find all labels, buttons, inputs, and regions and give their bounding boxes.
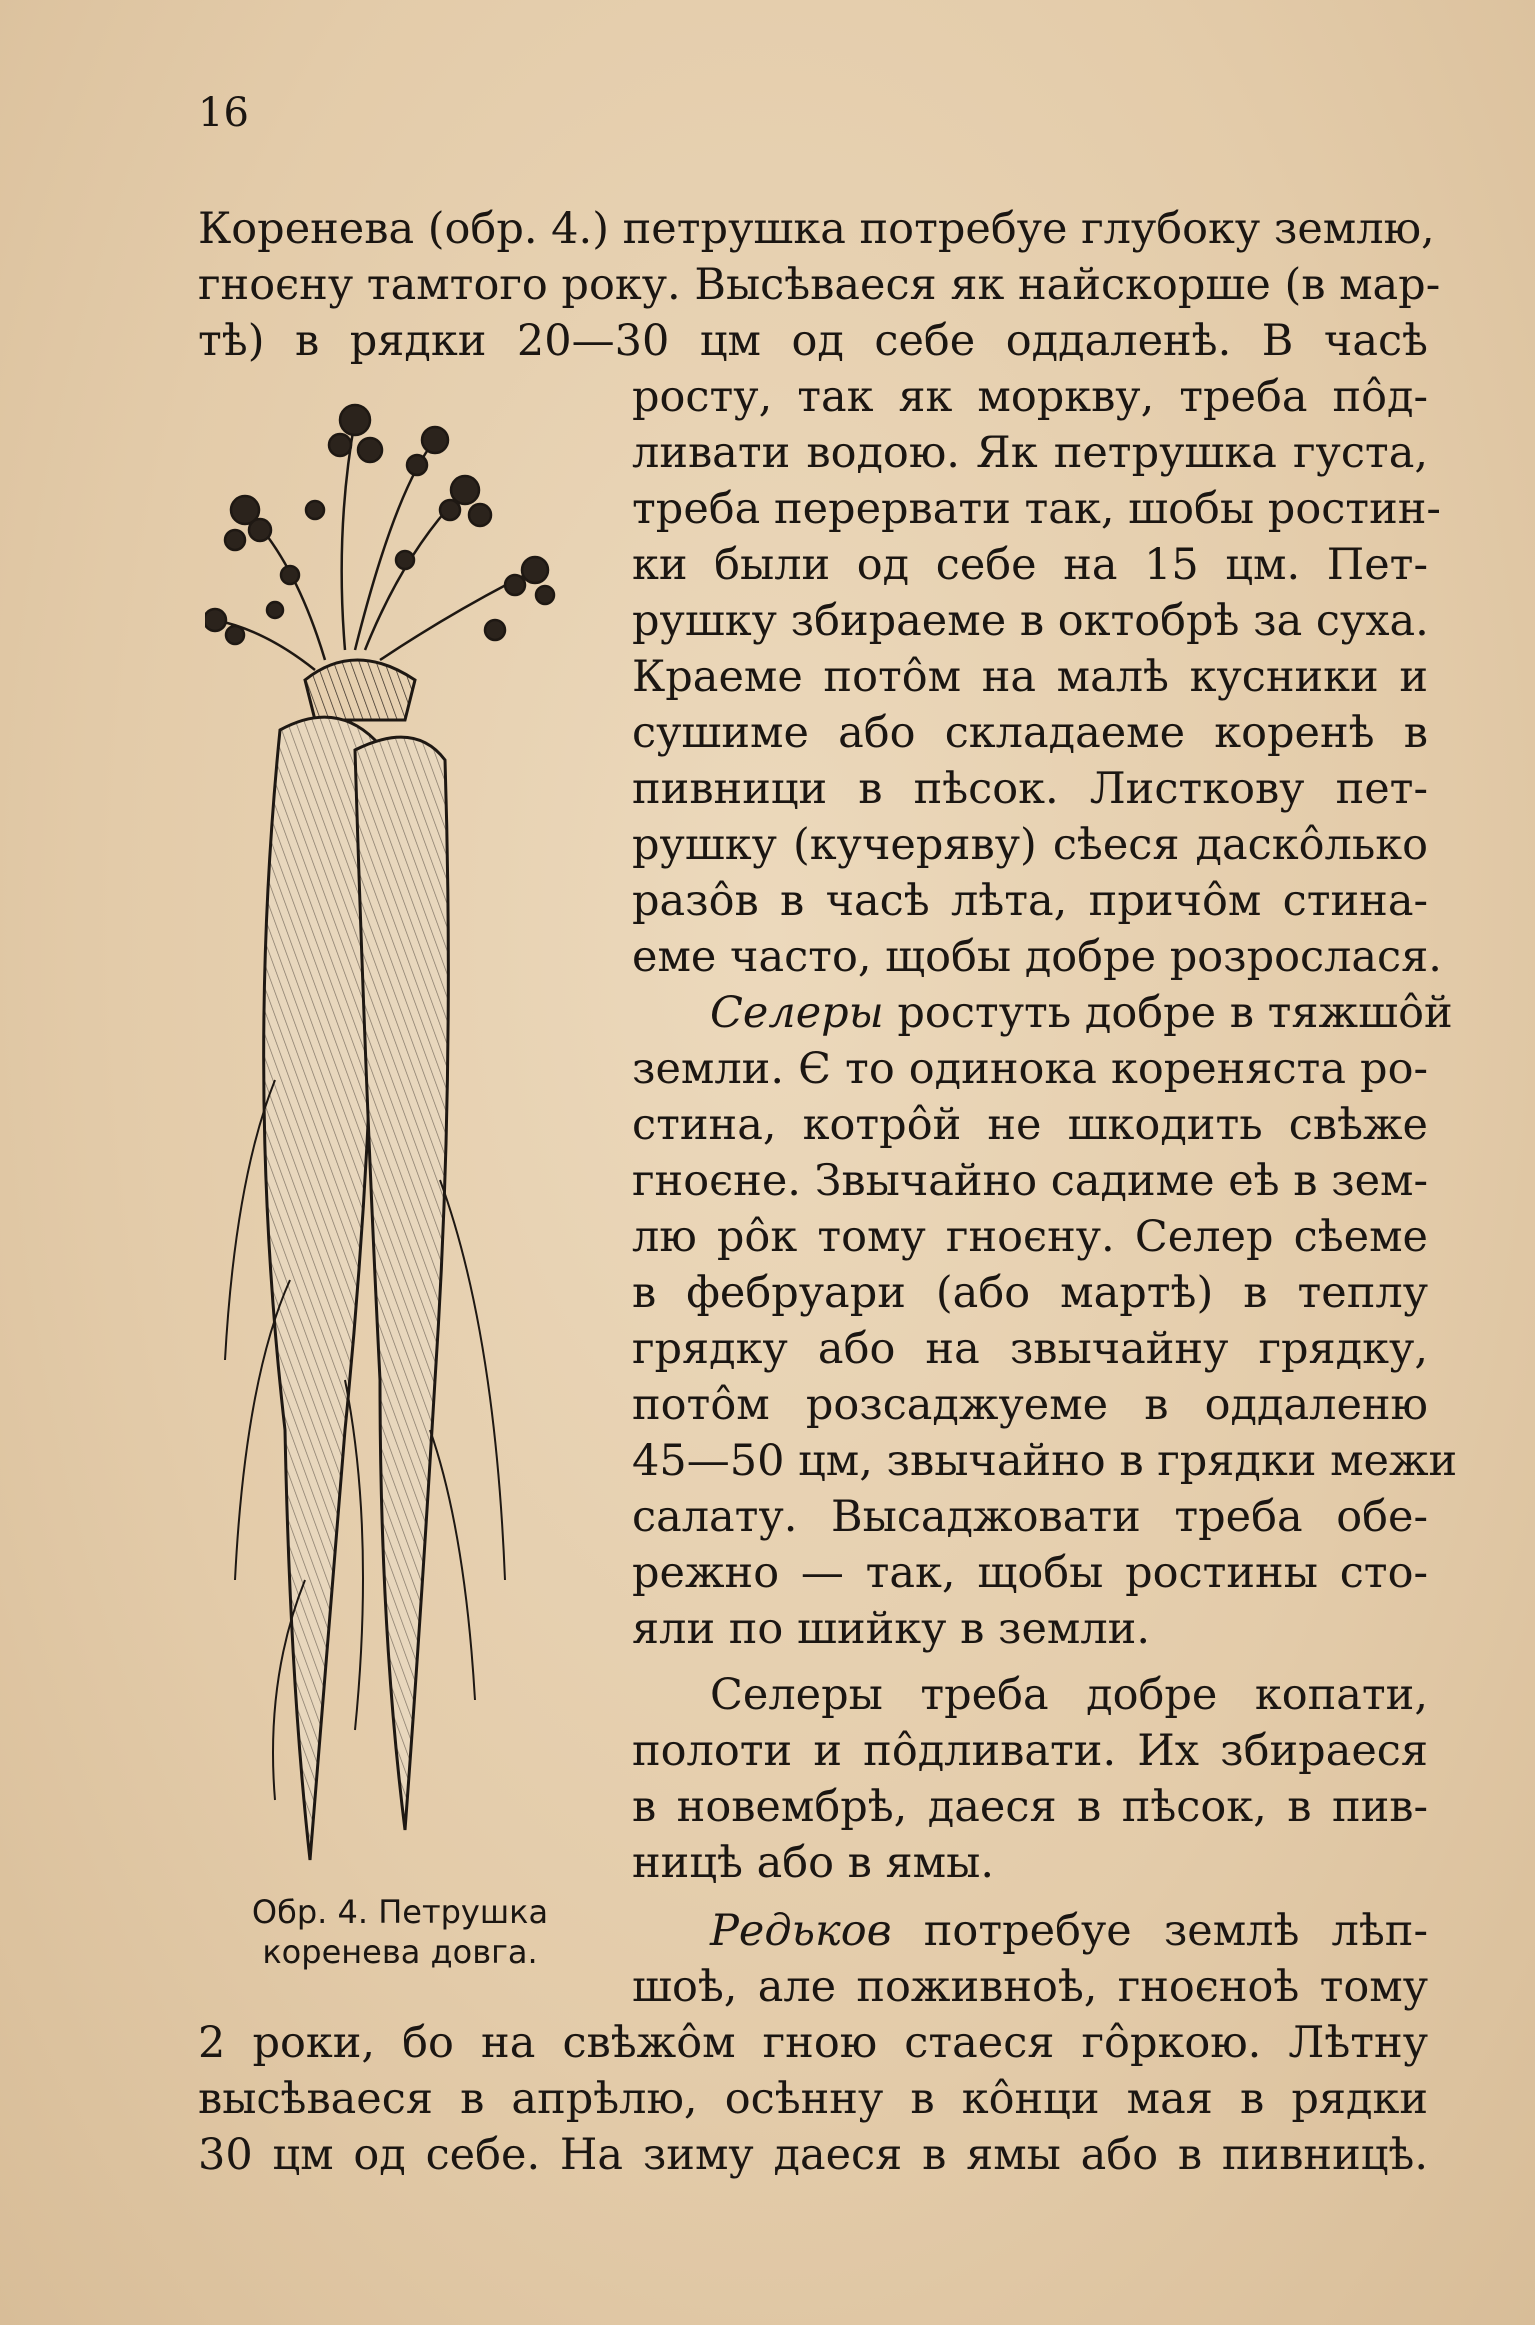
text-line: 45—50 цм, звычайно в грядки межи: [632, 1436, 1458, 1486]
text-line: лю рôк тому гноєну. Селер сѣеме: [632, 1212, 1428, 1262]
text-line: режно — так, щобы ростины сто-: [632, 1548, 1428, 1598]
text-line: в новембрѣ, даеся в пѣсок, в пив-: [632, 1782, 1428, 1832]
text-line: потôм розсаджуеме в оддаленю: [632, 1380, 1428, 1430]
text-line: ливати водою. Як петрушка густа,: [632, 428, 1428, 478]
text-line: гноєне. Звычайно садиме еѣ в зем-: [632, 1156, 1428, 1206]
celery-first-line: [632, 984, 1453, 1042]
text-line: еме часто, щобы добре розрослася.: [632, 932, 1442, 982]
text-line: яли по шийку в земли.: [632, 1604, 1150, 1654]
text-line: стина, котрôй не шкодить свѣже: [632, 1100, 1428, 1150]
text-span: ростуть добре в тяжшôй: [883, 988, 1453, 1038]
text-line: салату. Высаджовати треба обе-: [632, 1492, 1428, 1542]
text-line: 2 роки, бо на свѣжôм гною стаеся гôркою. Лѣтну: [198, 2018, 1428, 2068]
text-line: треба перервати так, шобы ростин-: [632, 484, 1441, 534]
text-line: в фебруари (або мартѣ) в теплу: [632, 1268, 1428, 1318]
text-line: грядку або на звычайну грядку,: [632, 1324, 1428, 1374]
text-line: рушку збираеме в октобрѣ за суха.: [632, 596, 1429, 646]
celery-term: Селеры: [710, 988, 884, 1038]
text-line: тѣ) в рядки 20—30 цм од себе оддаленѣ. В часѣ: [198, 316, 1428, 366]
text-line: разôв в часѣ лѣта, причôм стина-: [632, 876, 1428, 926]
text-line: рушку (кучеряву) сѣеся даскôлько: [632, 820, 1428, 870]
radish-term: Редьков: [710, 1906, 892, 1956]
text-line: гноєну тамтого року. Высѣваеся як найскорше (в мар-: [198, 260, 1441, 310]
text-line: полоти и пôдливати. Их збираеся: [632, 1726, 1428, 1776]
text-line: земли. Є то одинока кореняста ро-: [632, 1044, 1428, 1094]
text-line: Краеме потôм на малѣ кусники и: [632, 652, 1428, 702]
text-line: Селеры треба добре копати,: [710, 1670, 1428, 1720]
text-line: Коренева (обр. 4.) петрушка потребуе глубоку землю,: [198, 204, 1435, 254]
text-line: росту, так як моркву, треба пôд-: [632, 372, 1428, 422]
text-line: пивници в пѣсок. Листкову пет-: [632, 764, 1428, 814]
caption-line: коренева довга.: [262, 1933, 538, 1971]
text-line: шоѣ, але поживноѣ, гноєноѣ тому: [632, 1962, 1428, 2012]
figure-caption: [200, 1892, 600, 1972]
parsley-root-illustration: [205, 380, 595, 1890]
radish-first-line: [632, 1902, 1428, 1960]
text-span: потребуе землѣ лѣп-: [891, 1906, 1428, 1956]
caption-line: Обр. 4. Петрушка: [251, 1893, 549, 1931]
page-number: 16: [198, 90, 249, 136]
text-line: 30 цм од себе. На зиму даеся в ямы або в пивницѣ.: [198, 2130, 1428, 2180]
text-line: ницѣ або в ямы.: [632, 1838, 994, 1888]
text-line: сушиме або складаеме коренѣ в: [632, 708, 1428, 758]
text-line: ки были од себе на 15 цм. Пет-: [632, 540, 1428, 590]
text-line: высѣваеся в апрѣлю, осѣнну в кôнци мая в рядки: [198, 2074, 1428, 2124]
